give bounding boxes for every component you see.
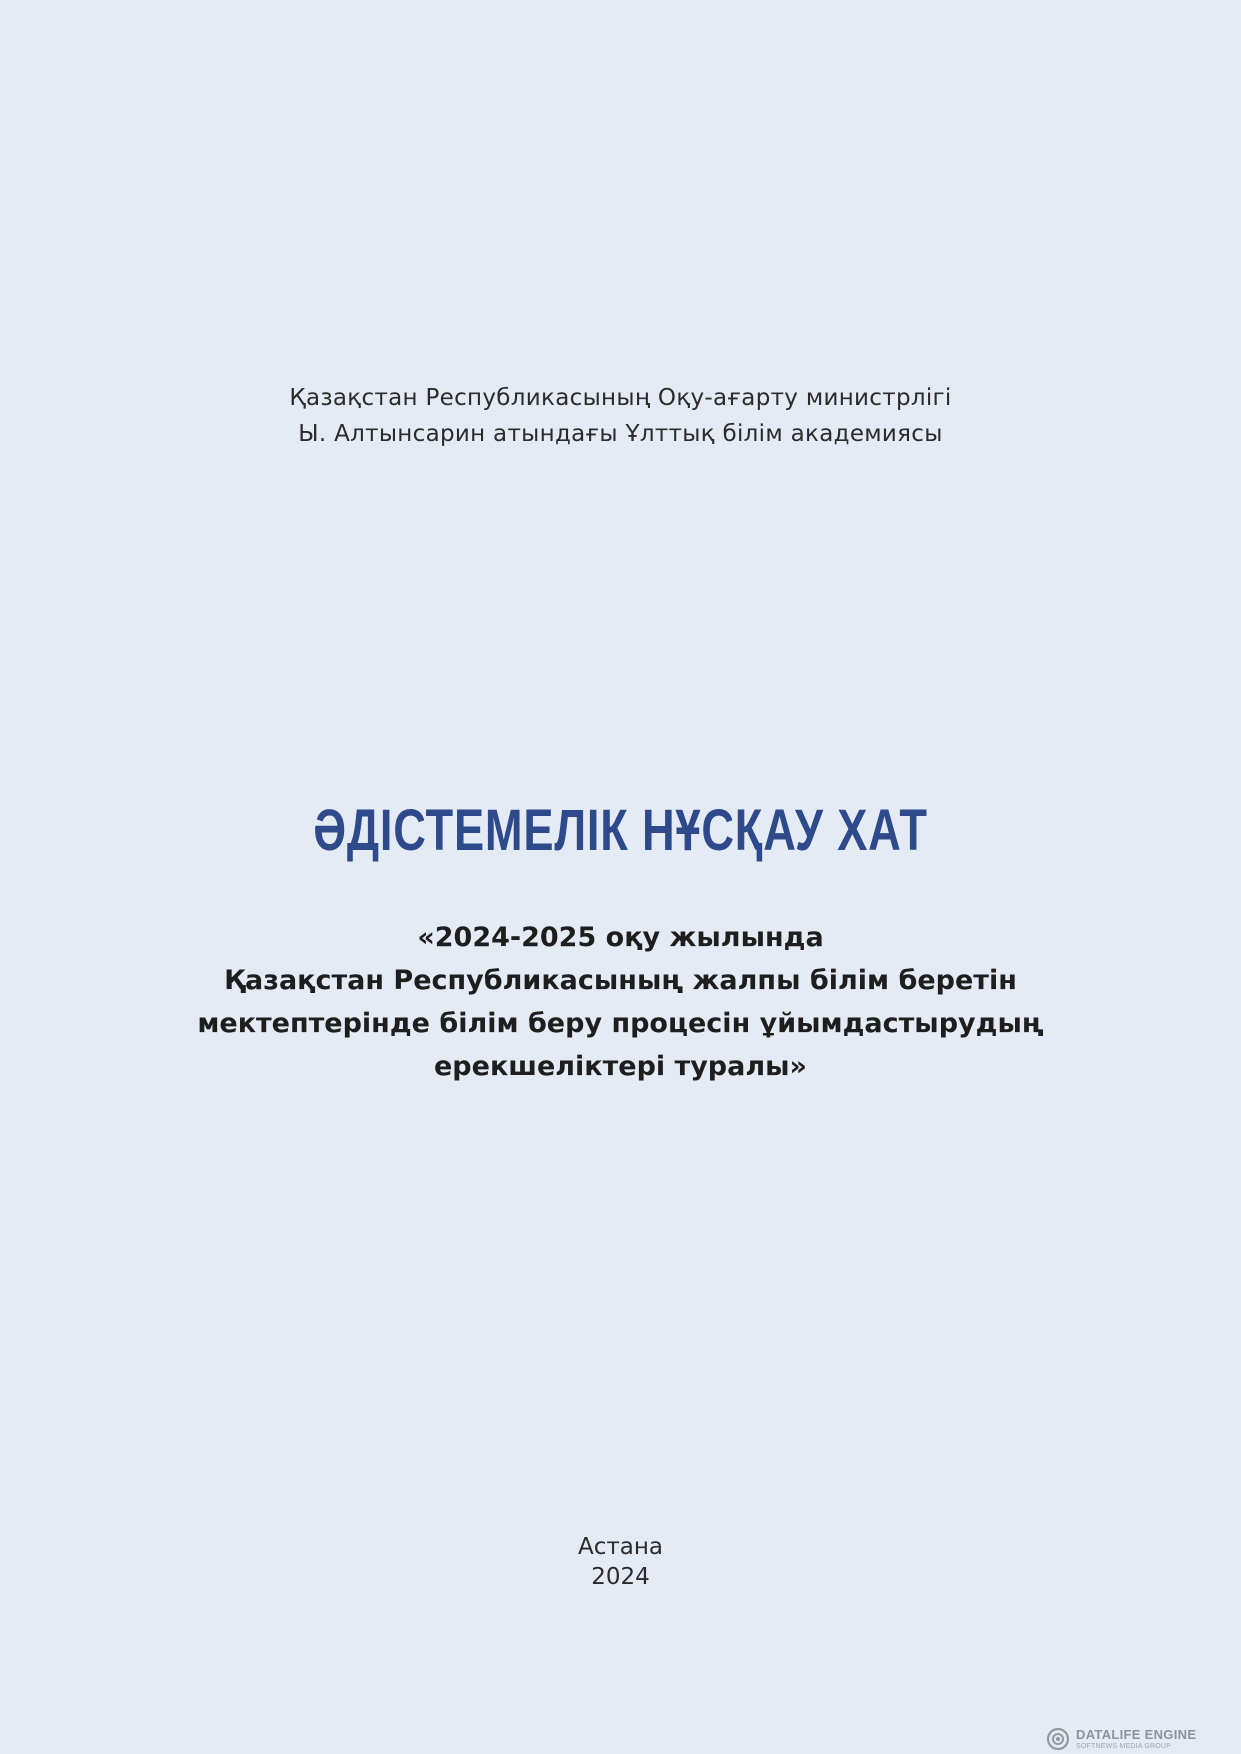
ministry-name: Қазақстан Республикасының Оқу-ағарту министрлігі [289,385,952,411]
academy-name: Ы. Алтынсарин атындағы Ұлттық білім академиясы [298,421,943,447]
title-line: «2024-2025 оқу жылында [417,922,824,953]
watermark [1046,1726,1196,1752]
document-title [0,916,1241,1088]
imprint-city: Астана [577,1534,663,1560]
watermark-brand: DATALIFE ENGINE [1076,1727,1197,1742]
document-type-heading: ӘДІСТЕМЕЛІК НҰСҚАУ ХАТ [313,798,928,863]
title-line: мектептерінде білім беру процесін ұйымдастырудың [197,1008,1044,1039]
title-line: Қазақстан Республикасының жалпы білім беретін [224,965,1017,996]
imprint [0,1532,1241,1592]
eye-logo-icon [1046,1727,1070,1751]
watermark-subtitle: SOFTNEWS MEDIA GROUP [1076,1743,1172,1750]
organization-header [0,380,1241,452]
title-line: ерекшеліктері туралы» [434,1051,807,1082]
imprint-year: 2024 [591,1564,650,1590]
